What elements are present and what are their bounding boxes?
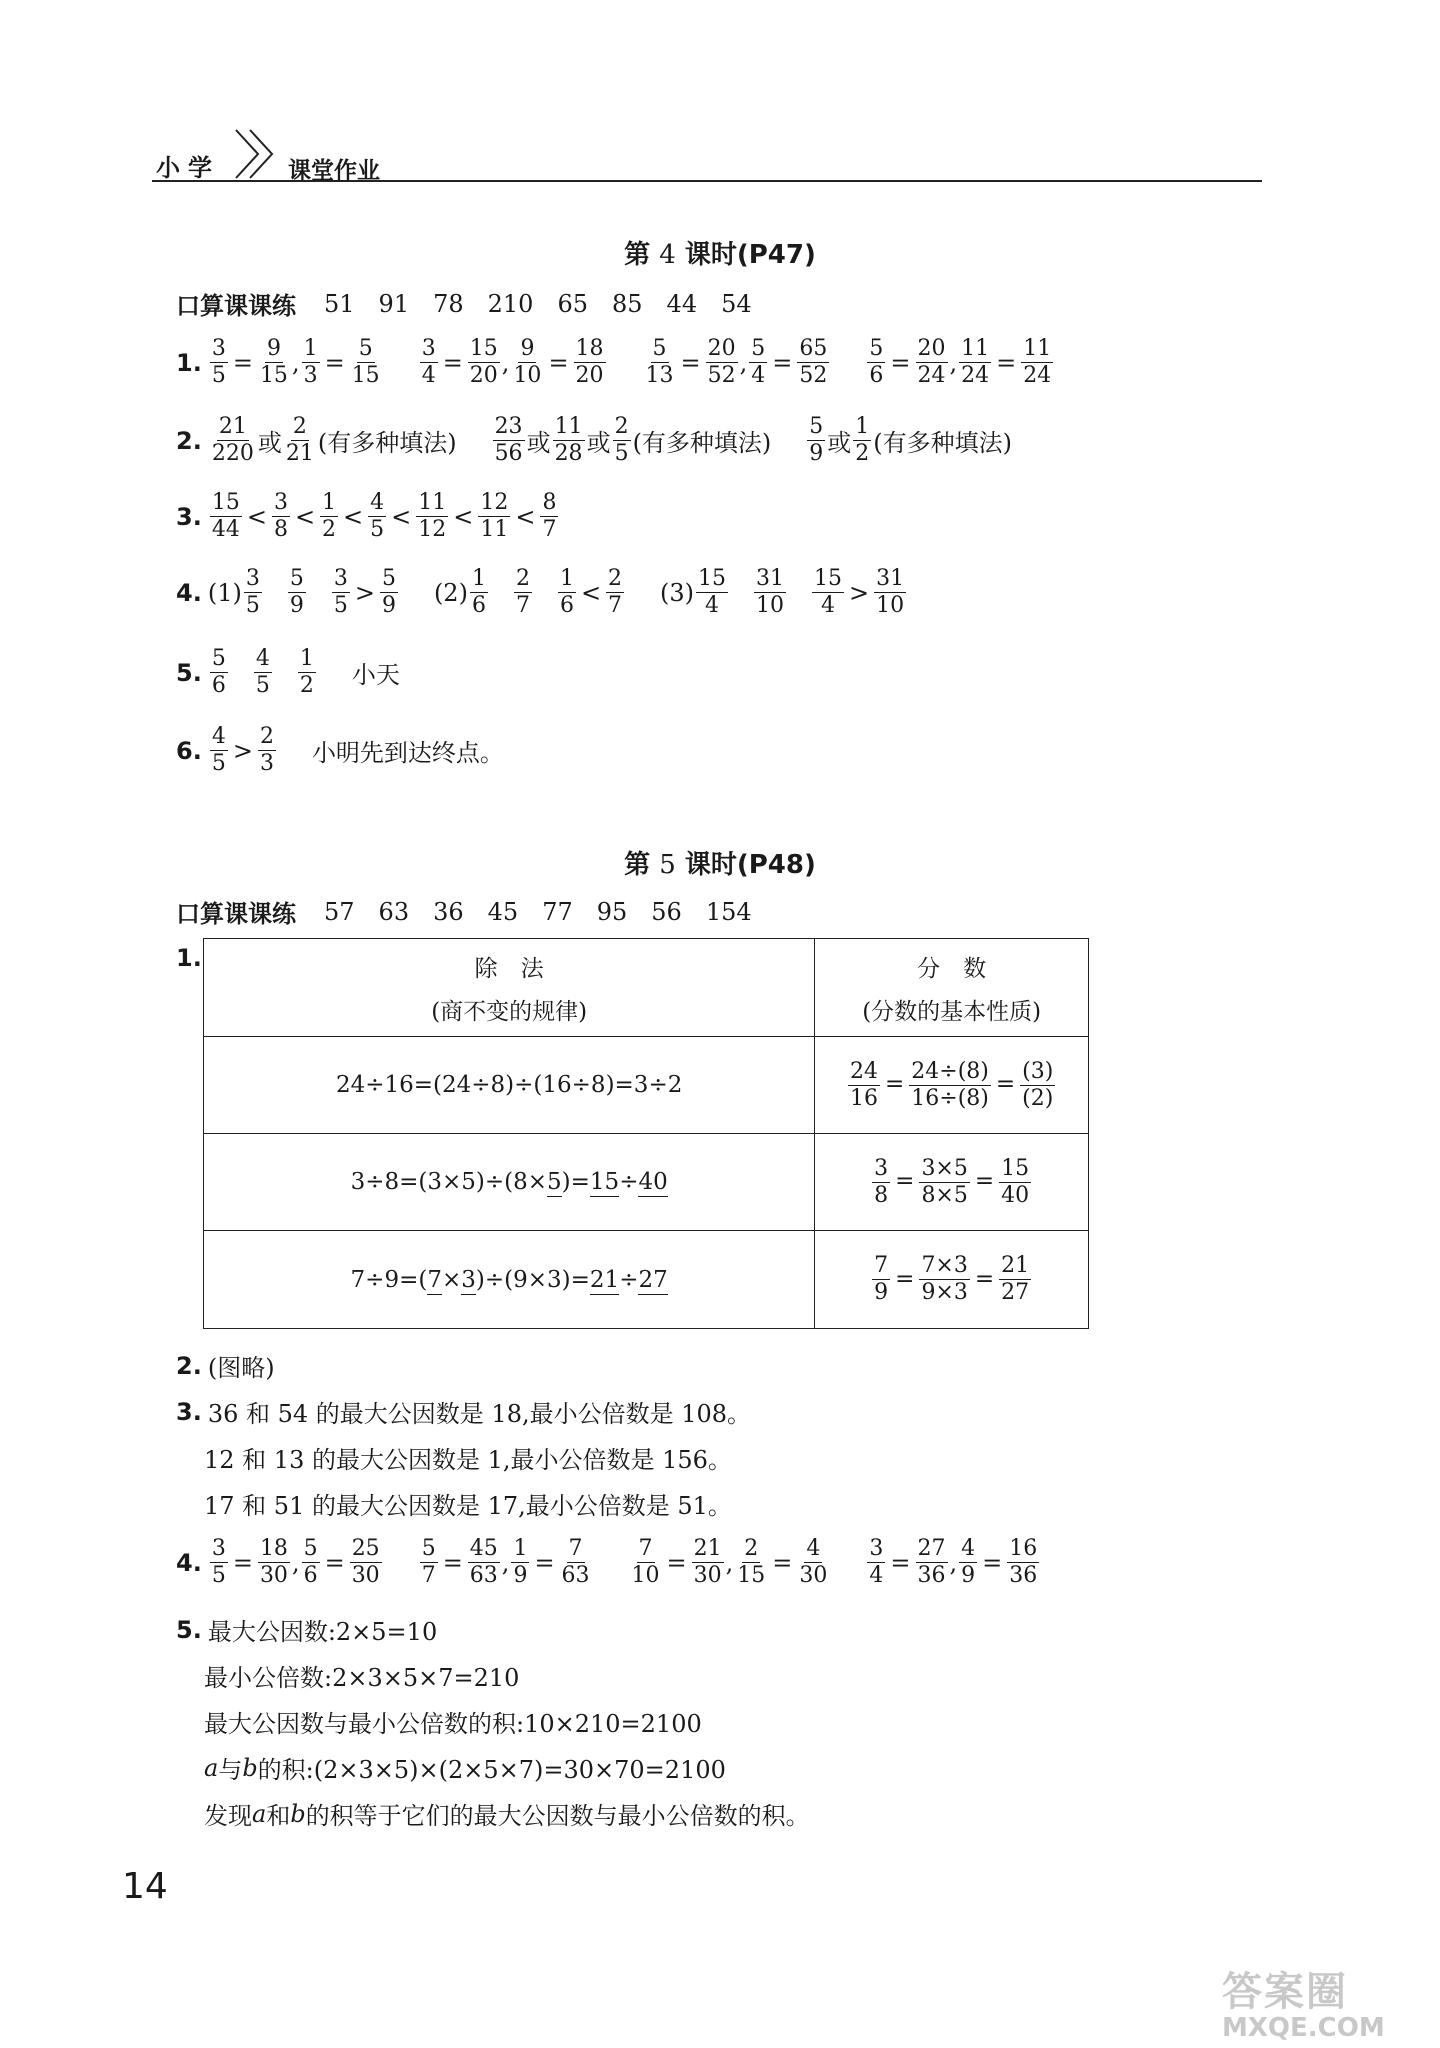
table-row — [204, 1231, 1089, 1329]
table-row — [204, 1037, 1089, 1134]
header-level: 小学 — [156, 154, 220, 182]
header-division: 除 法 (商不变的规律) — [204, 939, 815, 1037]
header-book-title: 课堂作业 — [288, 158, 380, 184]
lesson4-q4: 4. (1) $\frac{3}{5}$ $\frac{5}{9}$ $\frac{3}{5}$ > $\frac{5}{9}$ (2) $\frac{1}{6}$ $\frac{2}{7}$ $\frac{1}{6}$ < $\frac{2}{7}$ (3) $\frac{15}{4}$ $\frac{31}{10}$ $\frac{15}{4}$ > $\frac{31}{10}$ — [176, 566, 905, 618]
double-chevron-icon — [232, 126, 282, 182]
lesson4-q3: 3. $\frac{15}{44}$ < $\frac{3}{8}$ < $\frac{1}{2}$ < $\frac{4}{5}$ < $\frac{11}{12}$ < $\frac{12}{11}$ < $\frac{8}{7}$ — [176, 490, 557, 542]
lesson4-q2: 2. $\frac{21}{220}$ 或 $\frac{2}{21}$ (有多种填法) $\frac{23}{56}$ 或 $\frac{11}{28}$ 或 $\frac{2}{5}$ (有多种填法) $\frac{5}{9}$ 或 $\frac{1}{2}$ (有多种填法) — [176, 414, 1013, 466]
table-row — [204, 1134, 1089, 1231]
row3-division: 7÷9=(7×3)÷(9×3)=21÷27 — [204, 1231, 815, 1329]
row1-fraction: $\frac{24}{16}$ = $\frac{24\div(8)}{16\div(8)}$ = $\frac{(3)}{(2)}$ — [815, 1037, 1089, 1134]
lesson4-q1: 1. $\frac{3}{5}$ = $\frac{9}{15}$ , $\frac{1}{3}$ = $\frac{5}{15}$ $\frac{3}{4}$ = $\frac{15}{20}$ , $\frac{9}{10}$ = $\frac{18}{20}$ $\frac{5}{13}$ = $\frac{20}{52}$ , $\frac{5}{4}$ = $\frac{65}{52}$ $\frac{5}{6}$ = $\frac{20}{24}$ , $\frac{11}{24}$ = $\frac{11}{24}$ — [176, 336, 1052, 388]
lesson4-q6: 6. $\frac{4}{5}$ > $\frac{2}{3}$ 小明先到达终点。 — [176, 724, 504, 776]
watermark: 答案圈 MXQE.COM — [1222, 1969, 1385, 2043]
page-number: 14 — [122, 1866, 168, 1907]
lesson5-q5-line5: 发现 a 和 b 的积等于它们的最大公因数与最小公倍数的积。 — [204, 1799, 810, 1830]
lesson5-title: 第 5 课时(P48) — [624, 850, 816, 880]
table-header-row — [204, 939, 1089, 1037]
lesson5-q5-line3: 最大公因数与最小公倍数的积:10×210=2100 — [204, 1710, 702, 1738]
row2-division: 3÷8=(3×5)÷(8×5)=15÷40 — [204, 1134, 815, 1231]
lesson5-q1-label: 1. — [176, 944, 202, 972]
row2-fraction: $\frac{3}{8}$ = $\frac{3\times 5}{8\times 5}$ = $\frac{15}{40}$ — [815, 1134, 1089, 1231]
header-fraction: 分 数 (分数的基本性质) — [815, 939, 1089, 1037]
lesson4-oral-practice: 口算课课练 51 91 78 210 65 85 44 54 — [176, 289, 752, 320]
lesson4-title: 第 4 课时(P47) — [624, 240, 816, 270]
lesson5-q4: 4. $\frac{3}{5}$ = $\frac{18}{30}$ , $\frac{5}{6}$ = $\frac{25}{30}$ $\frac{5}{7}$ = $\frac{45}{63}$ , $\frac{1}{9}$ = $\frac{7}{63}$ $\frac{7}{10}$ = $\frac{21}{30}$ , $\frac{2}{15}$ = $\frac{4}{30}$ $\frac{3}{4}$ = $\frac{27}{36}$ , $\frac{4}{9}$ = $\frac{16}{36}$ — [176, 1536, 1038, 1588]
lesson5-q5-line1: 5. 最大公因数:2×5=10 — [176, 1615, 438, 1646]
lesson5-q5-line4: a 与 b 的积:(2×3×5)×(2×5×7)=30×70=2100 — [204, 1753, 726, 1784]
lesson5-q5-line2: 最小公倍数:2×3×5×7=210 — [204, 1664, 520, 1692]
lesson5-q3-line2: 12 和 13 的最大公因数是 1,最小公倍数是 156。 — [204, 1446, 732, 1474]
division-fraction-table — [203, 938, 1089, 1329]
lesson5-oral-practice: 口算课课练 57 63 36 45 77 95 56 154 — [176, 897, 752, 928]
lesson5-q2: 2. (图略) — [176, 1351, 275, 1382]
lesson4-q5: 5. $\frac{5}{6}$ $\frac{4}{5}$ $\frac{1}{2}$ 小天 — [176, 646, 400, 698]
lesson5-q3-line3: 17 和 51 的最大公因数是 17,最小公倍数是 51。 — [204, 1492, 732, 1520]
row3-fraction: $\frac{7}{9}$ = $\frac{7\times 3}{9\times 3}$ = $\frac{21}{27}$ — [815, 1231, 1089, 1329]
lesson5-q3-line1: 3. 36 和 54 的最大公因数是 18,最小公倍数是 108。 — [176, 1397, 752, 1428]
row1-division: 24÷16=(24÷8)÷(16÷8)=3÷2 — [204, 1037, 815, 1134]
